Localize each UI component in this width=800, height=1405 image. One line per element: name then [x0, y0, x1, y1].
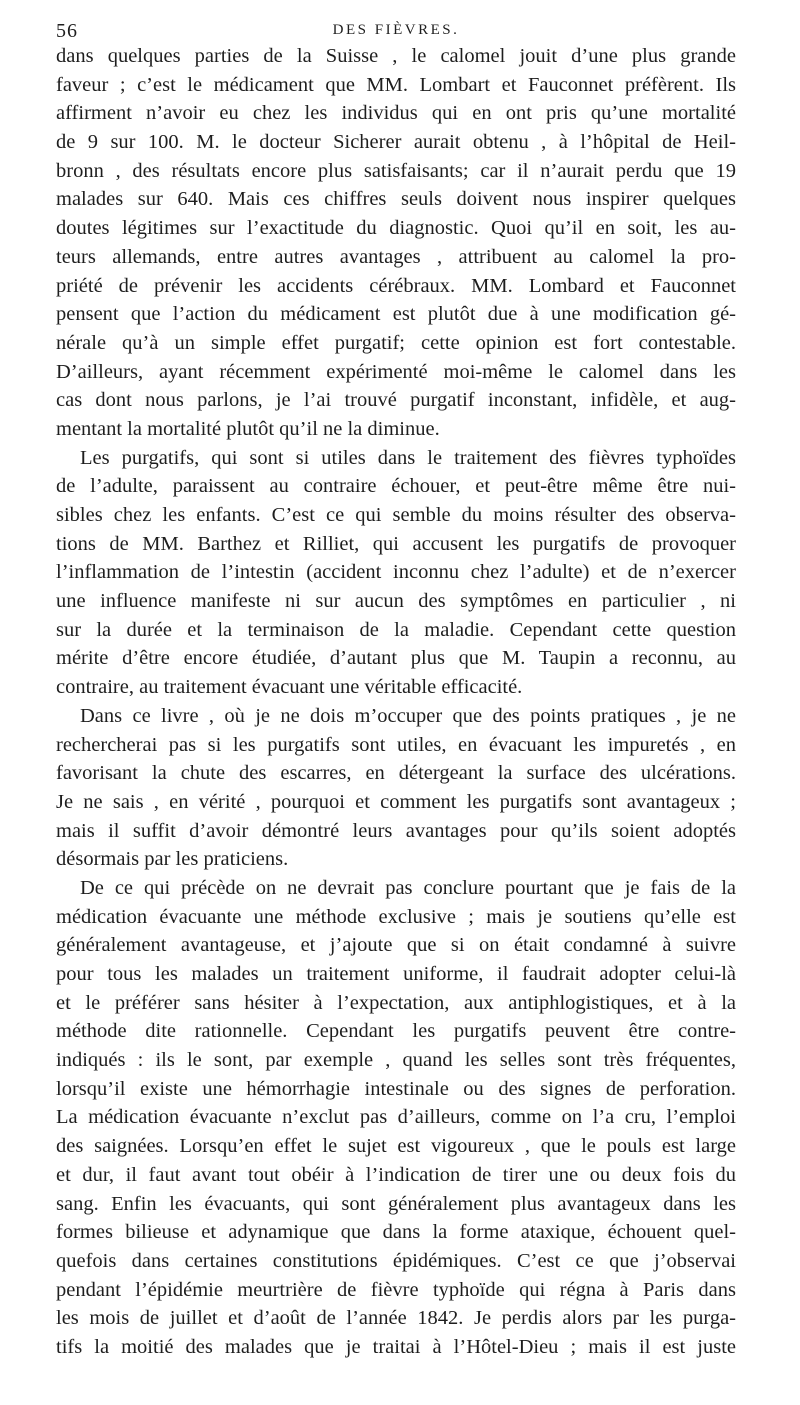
text-line: faveur ; c’est le médicament que MM. Lombart et Fauconnet préfèrent. Ils: [56, 73, 736, 96]
page-header: [56, 20, 736, 42]
text-line: et le préférer sans hésiter à l’expectation, aux antiphlogistiques, et à la: [56, 991, 736, 1014]
text-line: D’ailleurs, ayant récemment expérimenté moi-même le calomel dans les: [56, 360, 736, 383]
text-line: l’inflammation de l’intestin (accident inconnu chez l’adulte) et de n’exercer: [56, 561, 736, 584]
text-line: tifs la moitié des malades que je traitai à l’Hôtel-Dieu ; mais il est juste: [56, 1335, 736, 1358]
text-line: tions de MM. Barthez et Rilliet, qui accusent les purgatifs de provoquer: [56, 532, 736, 555]
text-line: rechercherai pas si les purgatifs sont utiles, en évacuant les impuretés , en: [56, 733, 736, 756]
text-line: Dans ce livre , où je ne dois m’occuper que des points pratiques , je ne: [80, 704, 736, 727]
text-line: une influence manifeste ni sur aucun des symptômes en particulier , ni: [56, 590, 736, 613]
text-line: La médication évacuante n’exclut pas d’ailleurs, comme on l’a cru, l’emploi: [56, 1106, 736, 1129]
text-line: affirment n’avoir eu chez les individus qui en ont pris qu’une mortalité: [56, 102, 736, 125]
text-line: lorsqu’il existe une hémorrhagie intestinale ou des signes de perforation.: [56, 1077, 736, 1100]
text-line: médication évacuante une méthode exclusive ; mais je soutiens qu’elle est: [56, 905, 736, 928]
text-line: De ce qui précède on ne devrait pas conclure pourtant que je fais de la: [80, 876, 736, 899]
text-line: formes bilieuse et adynamique que dans la forme ataxique, échouent quel-: [56, 1221, 736, 1244]
text-line: de l’adulte, paraissent au contraire échouer, et peut-être même être nui-: [56, 475, 736, 498]
text-line: pensent que l’action du médicament est plutôt due à une modification gé-: [56, 303, 736, 326]
text-line: dans quelques parties de la Suisse , le calomel jouit d’une plus grande: [56, 45, 736, 67]
text-line: de 9 sur 100. M. le docteur Sicherer aurait obtenu , à l’hôpital de Heil-: [56, 131, 736, 154]
page-number: 56: [56, 20, 78, 42]
text-line: teurs allemands, entre autres avantages , attribuent au calomel la pro-: [56, 245, 736, 268]
text-line: désormais par les praticiens.: [56, 848, 289, 871]
text-line: quefois dans certaines constitutions épidémiques. C’est ce que j’observai: [56, 1249, 736, 1272]
text-line: indiqués : ils le sont, par exemple , quand les selles sont très fréquentes,: [56, 1049, 736, 1072]
text-line: Les purgatifs, qui sont si utiles dans le traitement des fièvres typhoïdes: [80, 446, 736, 469]
text-line: généralement avantageuse, et j’ajoute que si on était condamné à suivre: [56, 934, 736, 957]
text-line: contraire, au traitement évacuant une véritable efficacité.: [56, 676, 523, 699]
running-head: DES FIÈVRES.: [332, 22, 460, 38]
text-line: favorisant la chute des escarres, en détergeant la surface des ulcérations.: [56, 762, 736, 785]
text-line: malades sur 640. Mais ces chiffres seuls doivent nous inspirer quelques: [56, 188, 736, 211]
text-line: bronn , des résultats encore plus satisfaisants; car il n’aurait perdu que 19: [56, 159, 736, 182]
text-line: Je ne sais , en vérité , pourquoi et comment les purgatifs sont avantageux ;: [56, 790, 736, 813]
text-line: pour tous les malades un traitement uniforme, il faudrait adopter celui-là: [56, 963, 736, 985]
text-line: méthode dite rationnelle. Cependant les purgatifs peuvent être contre-: [56, 1020, 736, 1043]
body-text: [56, 42, 736, 1362]
text-line: mérite d’être encore étudiée, d’autant plus que M. Taupin a reconnu, au: [56, 647, 736, 670]
text-line: cas dont nous parlons, je l’ai trouvé purgatif inconstant, infidèle, et aug-: [56, 389, 736, 412]
text-line: pendant l’épidémie meurtrière de fièvre typhoïde qui régna à Paris dans: [56, 1278, 736, 1301]
text-line: mais il suffit d’avoir démontré leurs avantages pour qu’ils soient adoptés: [56, 819, 736, 842]
text-line: priété de prévenir les accidents cérébraux. MM. Lombard et Fauconnet: [56, 274, 736, 297]
text-line: des saignées. Lorsqu’en effet le sujet est vigoureux , que le pouls est large: [56, 1135, 736, 1158]
text-line: sur la durée et la terminaison de la maladie. Cependant cette question: [56, 618, 736, 641]
text-line: sibles chez les enfants. C’est ce qui semble du moins résulter des observa-: [56, 504, 736, 526]
text-line: mentant la mortalité plutôt qu’il ne la diminue.: [56, 417, 440, 440]
text-line: sang. Enfin les évacuants, qui sont généralement plus avantageux dans les: [56, 1192, 736, 1215]
text-line: les mois de juillet et d’août de l’année 1842. Je perdis alors par les purga-: [56, 1307, 736, 1330]
text-line: nérale qu’à un simple effet purgatif; cette opinion est fort contestable.: [56, 331, 736, 354]
text-line: et dur, il faut avant tout obéir à l’indication de tirer une ou deux fois du: [56, 1163, 736, 1186]
text-line: doutes légitimes sur l’exactitude du diagnostic. Quoi qu’il en soit, les au-: [56, 217, 736, 240]
